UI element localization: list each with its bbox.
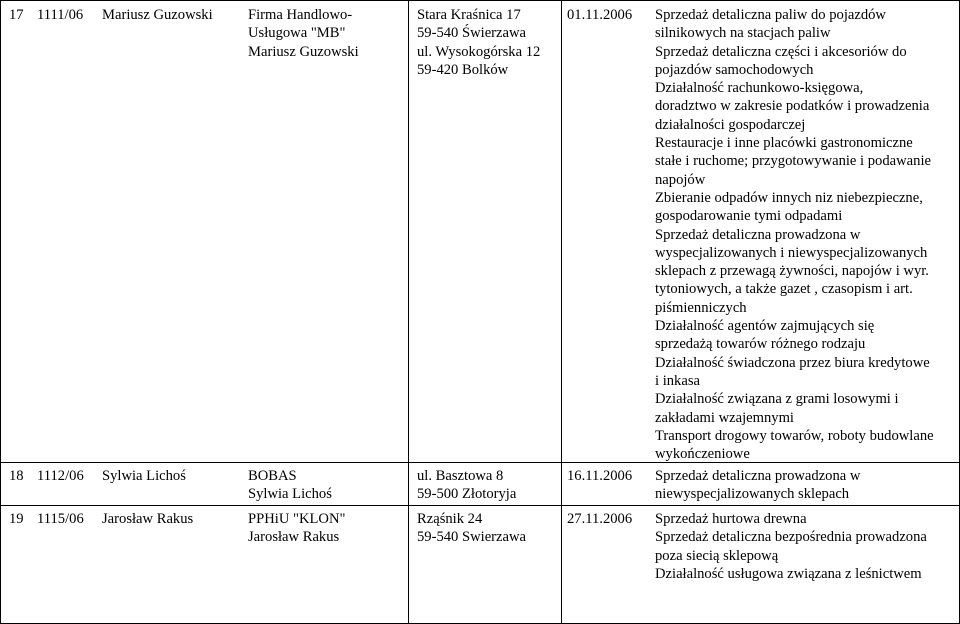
column-divider bbox=[408, 0, 409, 624]
activity-line: poza siecią sklepową bbox=[655, 547, 779, 564]
activity-line: Zbieranie odpadów innych niz niebezpieczne, bbox=[655, 189, 923, 206]
row-number: 19 bbox=[9, 511, 24, 527]
registry-number: 1111/06 bbox=[37, 7, 84, 23]
activity-line: doradztwo w zakresie podatków i prowadzenia bbox=[655, 98, 930, 115]
table-border-top bbox=[0, 0, 960, 1]
activity-line: Sprzedaż detaliczna części i akcesoriów do bbox=[655, 43, 907, 60]
owner-name: Jarosław Rakus bbox=[102, 511, 194, 527]
activity-line: i inkasa bbox=[655, 372, 700, 389]
activity-line: Działalność związana z grami losowymi i bbox=[655, 391, 899, 408]
address-line: 59-500 Złotoryja bbox=[417, 486, 517, 503]
address-line: ul. Basztowa 8 bbox=[417, 468, 504, 484]
address bbox=[417, 6, 540, 79]
activity-list bbox=[655, 467, 860, 504]
table-border-left bbox=[0, 0, 1, 624]
activity-line: wykończeniowe bbox=[655, 446, 750, 463]
firm-name bbox=[248, 510, 345, 547]
row-number: 18 bbox=[9, 468, 24, 484]
registration-date: 27.11.2006 bbox=[567, 511, 633, 527]
activity-line: Działalność usługowa związana z leśnictwem bbox=[655, 565, 922, 582]
activity-line: stałe i ruchome; przygotowywanie i podawanie bbox=[655, 153, 931, 170]
activity-line: napojów bbox=[655, 171, 706, 188]
activity-line: sklepach z przewagą żywności, napojów i wyr. bbox=[655, 263, 929, 280]
registry-number: 1115/06 bbox=[37, 511, 84, 527]
address-line: ul. Wysokogórska 12 bbox=[417, 43, 541, 60]
activity-line: tytoniowych, a także gazet , czasopism i art. bbox=[655, 281, 913, 298]
activity-line: gospodarowanie tymi odpadami bbox=[655, 208, 843, 225]
address-line: Rząśnik 24 bbox=[417, 511, 483, 527]
activity-line: Sprzedaż detaliczna paliw do pojazdów bbox=[655, 7, 886, 23]
activity-line: piśmienniczych bbox=[655, 299, 747, 316]
address bbox=[417, 510, 526, 547]
activity-line: Działalność świadczona przez biura kredytowe bbox=[655, 354, 930, 371]
firm-name-line: Mariusz Guzowski bbox=[248, 43, 359, 60]
address-line: Stara Kraśnica 17 bbox=[417, 7, 521, 23]
firm-name-line: Sylwia Lichoś bbox=[248, 486, 332, 503]
firm-name bbox=[248, 467, 332, 504]
address bbox=[417, 467, 516, 504]
activity-line: Sprzedaż detaliczna prowadzona w bbox=[655, 468, 861, 484]
activity-line: wyspecjalizowanych i niewyspecjalizowanych bbox=[655, 244, 928, 261]
activity-line: Transport drogowy towarów, roboty budowlane bbox=[655, 427, 934, 444]
activity-line: zakładami wzajemnymi bbox=[655, 409, 794, 426]
address-line: 59-540 Świerzawa bbox=[417, 25, 527, 42]
owner-name: Mariusz Guzowski bbox=[102, 7, 213, 23]
activity-line: Działalność rachunkowo-księgowa, bbox=[655, 80, 864, 97]
activity-list bbox=[655, 6, 934, 463]
activity-line: sprzedażą towarów różnego rodzaju bbox=[655, 336, 866, 353]
activity-line: Sprzedaż detaliczna bezpośrednia prowadzona bbox=[655, 529, 927, 546]
address-line: 59-540 Swierzawa bbox=[417, 529, 527, 546]
activity-list bbox=[655, 510, 927, 583]
firm-name-line: Usługowa "MB" bbox=[248, 25, 346, 42]
registry-number: 1112/06 bbox=[37, 468, 84, 484]
firm-name-line: PPHiU "KLON" bbox=[248, 511, 346, 527]
activity-line: działalności gospodarczej bbox=[655, 116, 806, 133]
column-divider bbox=[561, 0, 562, 624]
activity-line: niewyspecjalizowanych sklepach bbox=[655, 486, 850, 503]
firm-name-line: Firma Handlowo- bbox=[248, 7, 353, 23]
row-number: 17 bbox=[9, 7, 24, 23]
activity-line: Restauracje i inne placówki gastronomiczne bbox=[655, 135, 913, 152]
activity-line: Sprzedaż hurtowa drewna bbox=[655, 511, 807, 527]
activity-line: pojazdów samochodowych bbox=[655, 61, 814, 78]
registration-date: 01.11.2006 bbox=[567, 7, 633, 23]
activity-line: silnikowych na stacjach paliw bbox=[655, 25, 831, 42]
firm-name-line: Jarosław Rakus bbox=[248, 529, 340, 546]
row-divider bbox=[0, 505, 960, 506]
firm-name bbox=[248, 6, 359, 61]
activity-line: Sprzedaż detaliczna prowadzona w bbox=[655, 226, 861, 243]
registration-date: 16.11.2006 bbox=[567, 468, 633, 484]
owner-name: Sylwia Lichoś bbox=[102, 468, 186, 484]
activity-line: Działalność agentów zajmujących się bbox=[655, 318, 875, 335]
firm-name-line: BOBAS bbox=[248, 468, 297, 484]
address-line: 59-420 Bolków bbox=[417, 61, 509, 78]
